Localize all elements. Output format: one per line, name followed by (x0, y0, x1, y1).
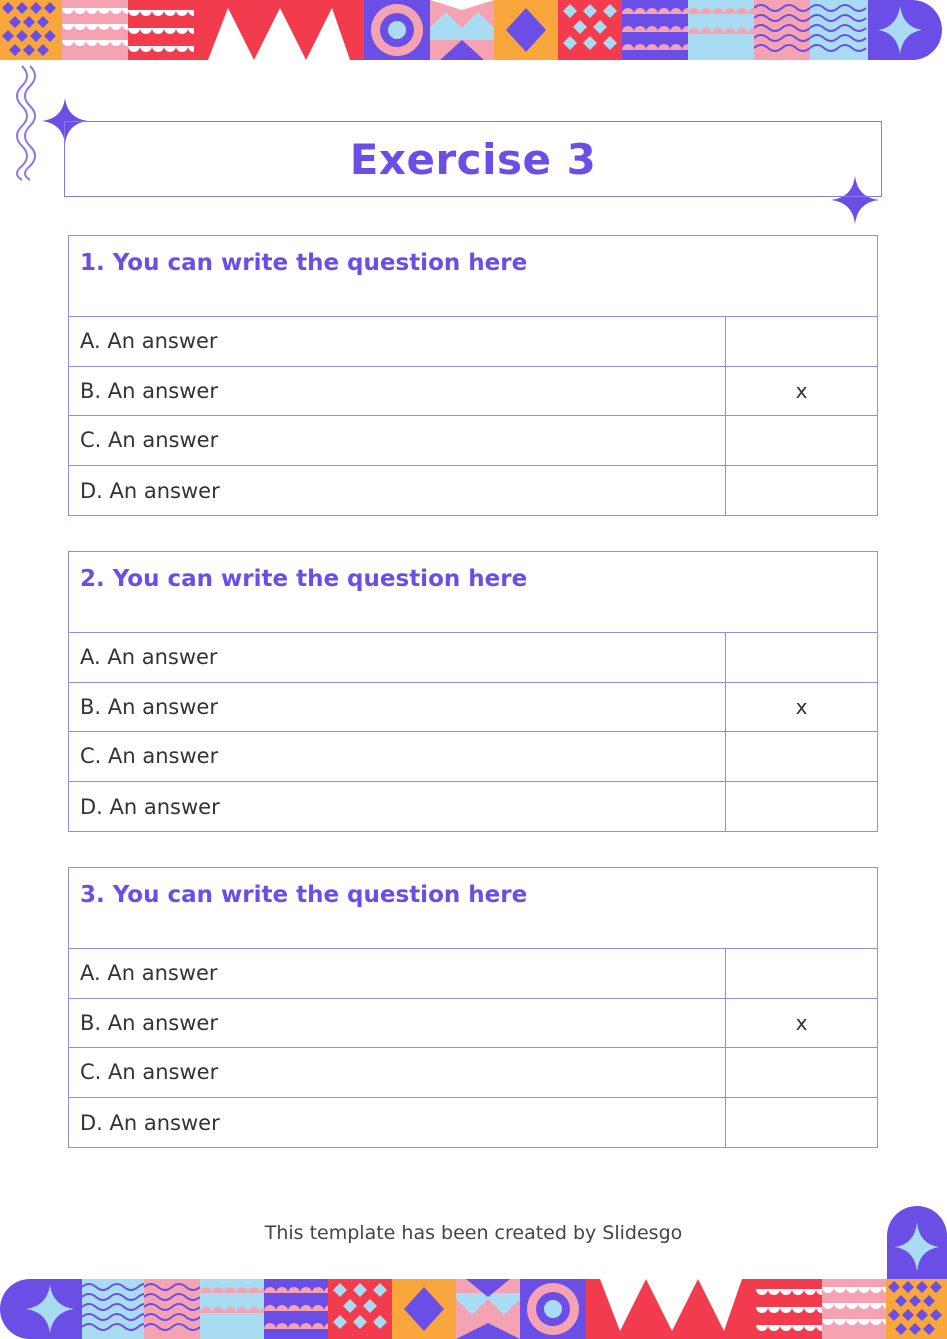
question-header (69, 236, 877, 317)
answer-mark-cell[interactable] (726, 1048, 877, 1097)
question-table-3 (68, 867, 878, 1148)
footer-credit: This template has been created by Slidesgo (264, 1222, 683, 1244)
squiggle-line-icon (14, 64, 38, 182)
answer-row (69, 466, 877, 516)
answer-row (69, 782, 877, 832)
top-decorative-band (0, 0, 947, 60)
answer-row (69, 732, 877, 782)
answer-row (69, 949, 877, 999)
answer-label: C. An answer (69, 416, 726, 465)
question-header (69, 868, 877, 949)
answer-row (69, 317, 877, 367)
answer-mark-cell[interactable] (726, 416, 877, 465)
answer-label: B. An answer (69, 999, 726, 1048)
answer-mark-cell[interactable] (726, 633, 877, 682)
answer-label: D. An answer (69, 782, 726, 832)
answer-row (69, 1048, 877, 1098)
answer-label: D. An answer (69, 466, 726, 516)
corner-star-tab (887, 1206, 947, 1279)
bottom-decorative-band (0, 1279, 947, 1339)
answer-label: C. An answer (69, 1048, 726, 1097)
answer-label: D. An answer (69, 1098, 726, 1148)
answer-mark-cell[interactable] (726, 466, 877, 516)
answer-row (69, 416, 877, 466)
answer-row (69, 633, 877, 683)
answer-label: A. An answer (69, 633, 726, 682)
answer-mark-cell[interactable] (726, 317, 877, 366)
answer-label: B. An answer (69, 683, 726, 732)
answer-label: A. An answer (69, 949, 726, 998)
answer-label: B. An answer (69, 367, 726, 416)
answer-mark-cell[interactable] (726, 949, 877, 998)
answer-row (69, 1098, 877, 1148)
answer-mark-cell[interactable] (726, 782, 877, 832)
answer-row (69, 999, 877, 1049)
question-text: 2. You can write the question here (80, 566, 528, 592)
question-header (69, 552, 877, 633)
page-title: Exercise 3 (349, 134, 597, 184)
answer-row (69, 367, 877, 417)
answer-label: C. An answer (69, 732, 726, 781)
question-text: 1. You can write the question here (80, 250, 528, 276)
answer-mark-cell[interactable]: x (795, 694, 808, 719)
question-table-1 (68, 235, 878, 516)
answer-label: A. An answer (69, 317, 726, 366)
title-box (64, 121, 882, 197)
answer-mark-cell[interactable]: x (795, 1010, 808, 1035)
answer-mark-cell[interactable]: x (795, 378, 808, 403)
answer-mark-cell[interactable] (726, 1098, 877, 1148)
question-text: 3. You can write the question here (80, 882, 528, 908)
answer-row (69, 683, 877, 733)
question-table-2 (68, 551, 878, 832)
answer-mark-cell[interactable] (726, 732, 877, 781)
